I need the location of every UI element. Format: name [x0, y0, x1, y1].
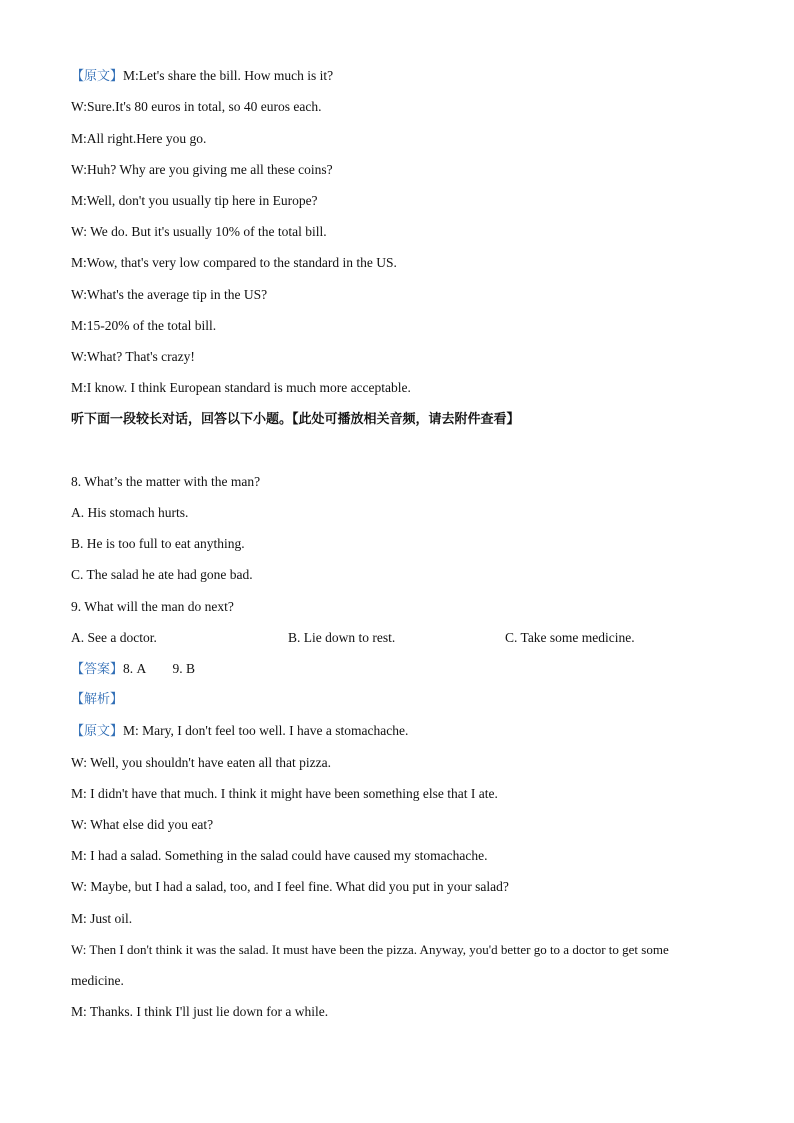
dialogue1-line: W:Huh? Why are you giving me all these coins?: [71, 162, 333, 177]
original-text-tag: 【原文】: [71, 69, 124, 84]
dialogue2-line: M: Thanks. I think I'll just lie down for a while.: [71, 1004, 329, 1019]
dialogue1-first-line: [71, 67, 333, 86]
dialogue1-line-0: M:Let's share the bill. How much is it?: [123, 68, 334, 83]
dialogue2-first-line: [71, 722, 408, 741]
dialogue2-line: W: Maybe, but I had a salad, too, and I feel fine. What did you put in your salad?: [71, 879, 509, 894]
dialogue1-line: W:What? That's crazy!: [71, 349, 195, 364]
dialogue2-line: medicine.: [71, 973, 124, 988]
answer-tag: 【答案】: [71, 662, 124, 677]
dialogue2-line: M: I had a salad. Something in the salad could have caused my stomachache.: [71, 848, 488, 863]
question-9-option-a: A. See a doctor.: [71, 630, 157, 645]
dialogue1-line: M:All right.Here you go.: [71, 131, 207, 146]
question-8-stem: 8. What’s the matter with the man?: [71, 474, 261, 489]
answer-line: [71, 660, 195, 679]
dialogue1-line: W: We do. But it's usually 10% of the total bill.: [71, 224, 327, 239]
dialogue1-line: W:Sure.It's 80 euros in total, so 40 euros each.: [71, 99, 322, 114]
question-9-option-c: C. Take some medicine.: [505, 630, 635, 645]
analysis-tag: 【解析】: [71, 692, 124, 707]
question-8-option-c: C. The salad he ate had gone bad.: [71, 567, 253, 582]
dialogue1-line: M:I know. I think European standard is much more acceptable.: [71, 380, 411, 395]
dialogue2-line: M: Just oil.: [71, 911, 133, 926]
dialogue1-line: W:What's the average tip in the US?: [71, 287, 268, 302]
question-8-option-b: B. He is too full to eat anything.: [71, 536, 245, 551]
dialogue2-line: W: What else did you eat?: [71, 817, 214, 832]
dialogue1-line: M:15-20% of the total bill.: [71, 318, 217, 333]
question-9-stem: 9. What will the man do next?: [71, 599, 234, 614]
dialogue2-line: W: Well, you shouldn't have eaten all that pizza.: [71, 755, 332, 770]
dialogue2-line: W: Then I don't think it was the salad. It must have been the pizza. Anyway, you'd better go to a doctor to get some: [71, 942, 669, 957]
listening-instruction: 听下面一段较长对话，回答以下小题。【此处可播放相关音频，请去附件查看】: [71, 412, 520, 427]
dialogue1-line: M:Wow, that's very low compared to the standard in the US.: [71, 255, 397, 270]
question-9-option-b: B. Lie down to rest.: [288, 630, 396, 645]
dialogue2-line: M: I didn't have that much. I think it might have been something else that I ate.: [71, 786, 498, 801]
original-text-tag: 【原文】: [71, 724, 124, 739]
answer-text: 8. A 9. B: [123, 661, 196, 676]
dialogue1-line: M:Well, don't you usually tip here in Europe?: [71, 193, 318, 208]
dialogue2-line-0: M: Mary, I don't feel too well. I have a stomachache.: [123, 723, 409, 738]
question-8-option-a: A. His stomach hurts.: [71, 505, 189, 520]
